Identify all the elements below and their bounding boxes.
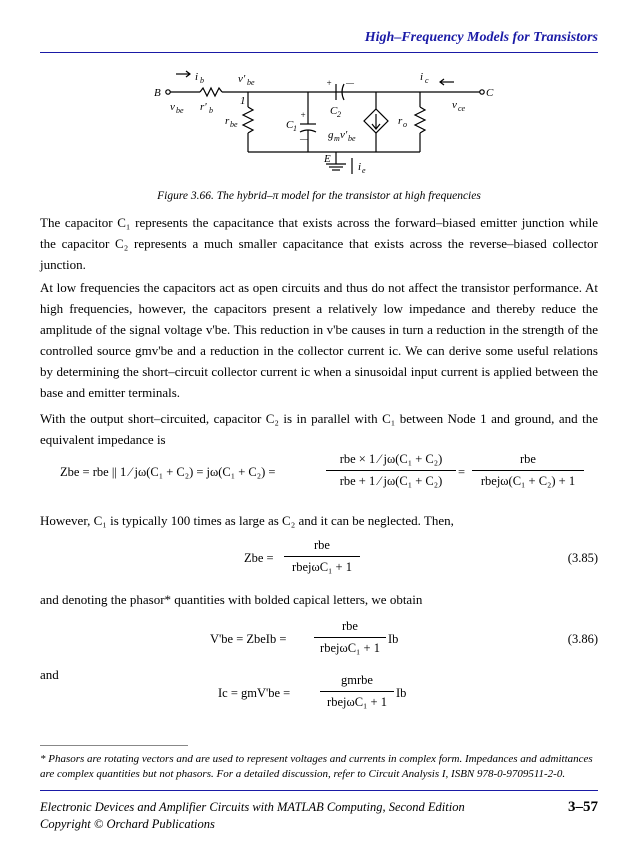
terminal-c [480, 90, 484, 94]
equals-sign: = [458, 465, 466, 479]
equation-zbe-mid-den: rbe + 1 ⁄ jω(C₁ + C₂) [339, 474, 443, 488]
footnote [40, 752, 600, 782]
equation-zbe-rhs-num: rbe [520, 452, 536, 466]
svg-text:o: o [403, 120, 407, 129]
fraction-bar [284, 556, 360, 557]
figure-caption: Figure 3.66. The hybrid–π model for the transistor at high frequencies [157, 190, 481, 202]
equation-number-3-85: (3.85) [567, 551, 598, 565]
label-c1: C [286, 119, 294, 131]
label-b: B [154, 87, 161, 99]
svg-text:2: 2 [337, 110, 341, 119]
svg-text:b: b [200, 76, 204, 85]
label-c2: C [330, 105, 338, 117]
resistor-ro [415, 107, 425, 133]
fraction-bar [314, 637, 386, 638]
page-header-title: High–Frequency Models for Transistors [364, 30, 598, 45]
svg-text:+: + [326, 78, 333, 88]
svg-text:v': v' [340, 129, 348, 141]
label-rbe: r [225, 115, 230, 127]
paragraph-3: With the output short–circuited, capacitor C₂ is in parallel with C₁ between Node 1 and ground, and the equivalent impedance is [40, 411, 598, 447]
paragraph-6: and [40, 667, 59, 682]
svg-text:be: be [176, 106, 184, 115]
label-rprime-b: r' [200, 101, 207, 113]
svg-text:be: be [230, 120, 238, 129]
equation-ic-tail: Ib [396, 686, 407, 700]
label-vprime-be: v' [238, 73, 246, 85]
svg-text:m: m [334, 134, 340, 143]
footnote-rule [40, 745, 188, 746]
equation-ic-num: gmrbe [341, 673, 373, 687]
equation-number-3-86: (3.86) [567, 632, 598, 646]
equation-3-85-den: rbejωC₁ + 1 [292, 560, 352, 574]
equation-3-85-lhs: Zbe = [244, 551, 274, 565]
terminal-b [166, 90, 170, 94]
resistor-rbe [243, 107, 253, 133]
svg-text:+: + [300, 110, 307, 120]
svg-text:ce: ce [458, 104, 466, 113]
footer-copyright: Copyright © Orchard Publications [40, 817, 215, 831]
fraction-bar [472, 470, 584, 471]
equation-ic-den: rbejωC₁ + 1 [327, 695, 387, 709]
svg-text:be: be [348, 134, 356, 143]
equation-3-86-lhs: V'be = ZbeIb = [210, 632, 287, 646]
svg-text:1: 1 [293, 124, 297, 133]
label-node1: 1 [240, 95, 246, 107]
label-ib: i [195, 71, 199, 83]
header-rule [40, 52, 598, 53]
label-vce: v [452, 99, 457, 111]
equation-zbe-mid-num: rbe × 1 ⁄ jω(C₁ + C₂) [339, 452, 443, 466]
svg-text:—: — [346, 78, 355, 88]
fraction-bar [320, 691, 394, 692]
paragraph-1: The capacitor C₁ represents the capacitance that exists across the forward–biased emitter junction while the capacitor C₂ represents a much smaller capacitance that exists across the reverse–biased collector junction. [40, 215, 598, 272]
equation-3-85-num: rbe [314, 538, 330, 552]
footer-book-info [40, 799, 465, 833]
equation-ic-lhs: Ic = gmV'be = [218, 686, 291, 700]
label-c: C [486, 87, 494, 99]
svg-text:be: be [247, 78, 255, 87]
footnote-text: Phasors are rotating vectors and are used to represent voltages and currents in complex form. Impedances and admittances are complex quantities but not phasors. For a detailed discussion, refer to Circuit Analysis I, ISBN 978-0-9709511-2-0. [40, 753, 593, 780]
hybrid-pi-circuit-diagram [140, 62, 500, 187]
fraction-bar [326, 470, 456, 471]
label-vbe: v [170, 101, 175, 113]
svg-text:c: c [425, 76, 429, 85]
label-ic: i [420, 71, 424, 83]
paragraph-5: and denoting the phasor* quantities with bolded capical letters, we obtain [40, 592, 423, 607]
footer-book-title: Electronic Devices and Amplifier Circuits with MATLAB Computing, Second Edition [40, 800, 465, 814]
label-ie: i [358, 161, 362, 173]
footer-page-number: 3–57 [568, 799, 598, 815]
label-ro: r [398, 115, 403, 127]
equation-zbe-lhs: Zbe = rbe || 1 ⁄ jω(C₁ + C₂) = jω(C₁ + C₂) = [60, 465, 276, 479]
paragraph-4: However, C₁ is typically 100 times as large as C₂ and it can be neglected. Then, [40, 513, 454, 528]
label-e: E [324, 153, 331, 165]
equation-3-86-den: rbejωC₁ + 1 [320, 641, 380, 655]
footer-rule [40, 790, 598, 791]
label-gm: g [328, 129, 334, 141]
equation-3-86-tail: Ib [388, 632, 399, 646]
equation-zbe-rhs-den: rbejω(C₁ + C₂) + 1 [480, 474, 576, 488]
equation-3-86-num: rbe [342, 619, 358, 633]
svg-text:e: e [362, 166, 366, 175]
svg-text:b: b [209, 106, 213, 115]
paragraph-2: At low frequencies the capacitors act as open circuits and thus do not affect the transistor performance. At high frequencies, however, the capacitors present a relatively low impedance and thereby reduce the amplitude of the signal voltage v'be. This reduction in v'be causes in turn a reduction in the strength of the controlled source gmv'be and a reduction in the collector current ic. We can derive some useful relations by determining the short–circuit collector current ic when a sinusoidal input current is applied between the base and emitter terminals. [40, 280, 598, 400]
svg-text:—: — [300, 134, 309, 144]
footnote-mark: * [40, 753, 46, 765]
resistor-rprime-b [200, 88, 222, 96]
